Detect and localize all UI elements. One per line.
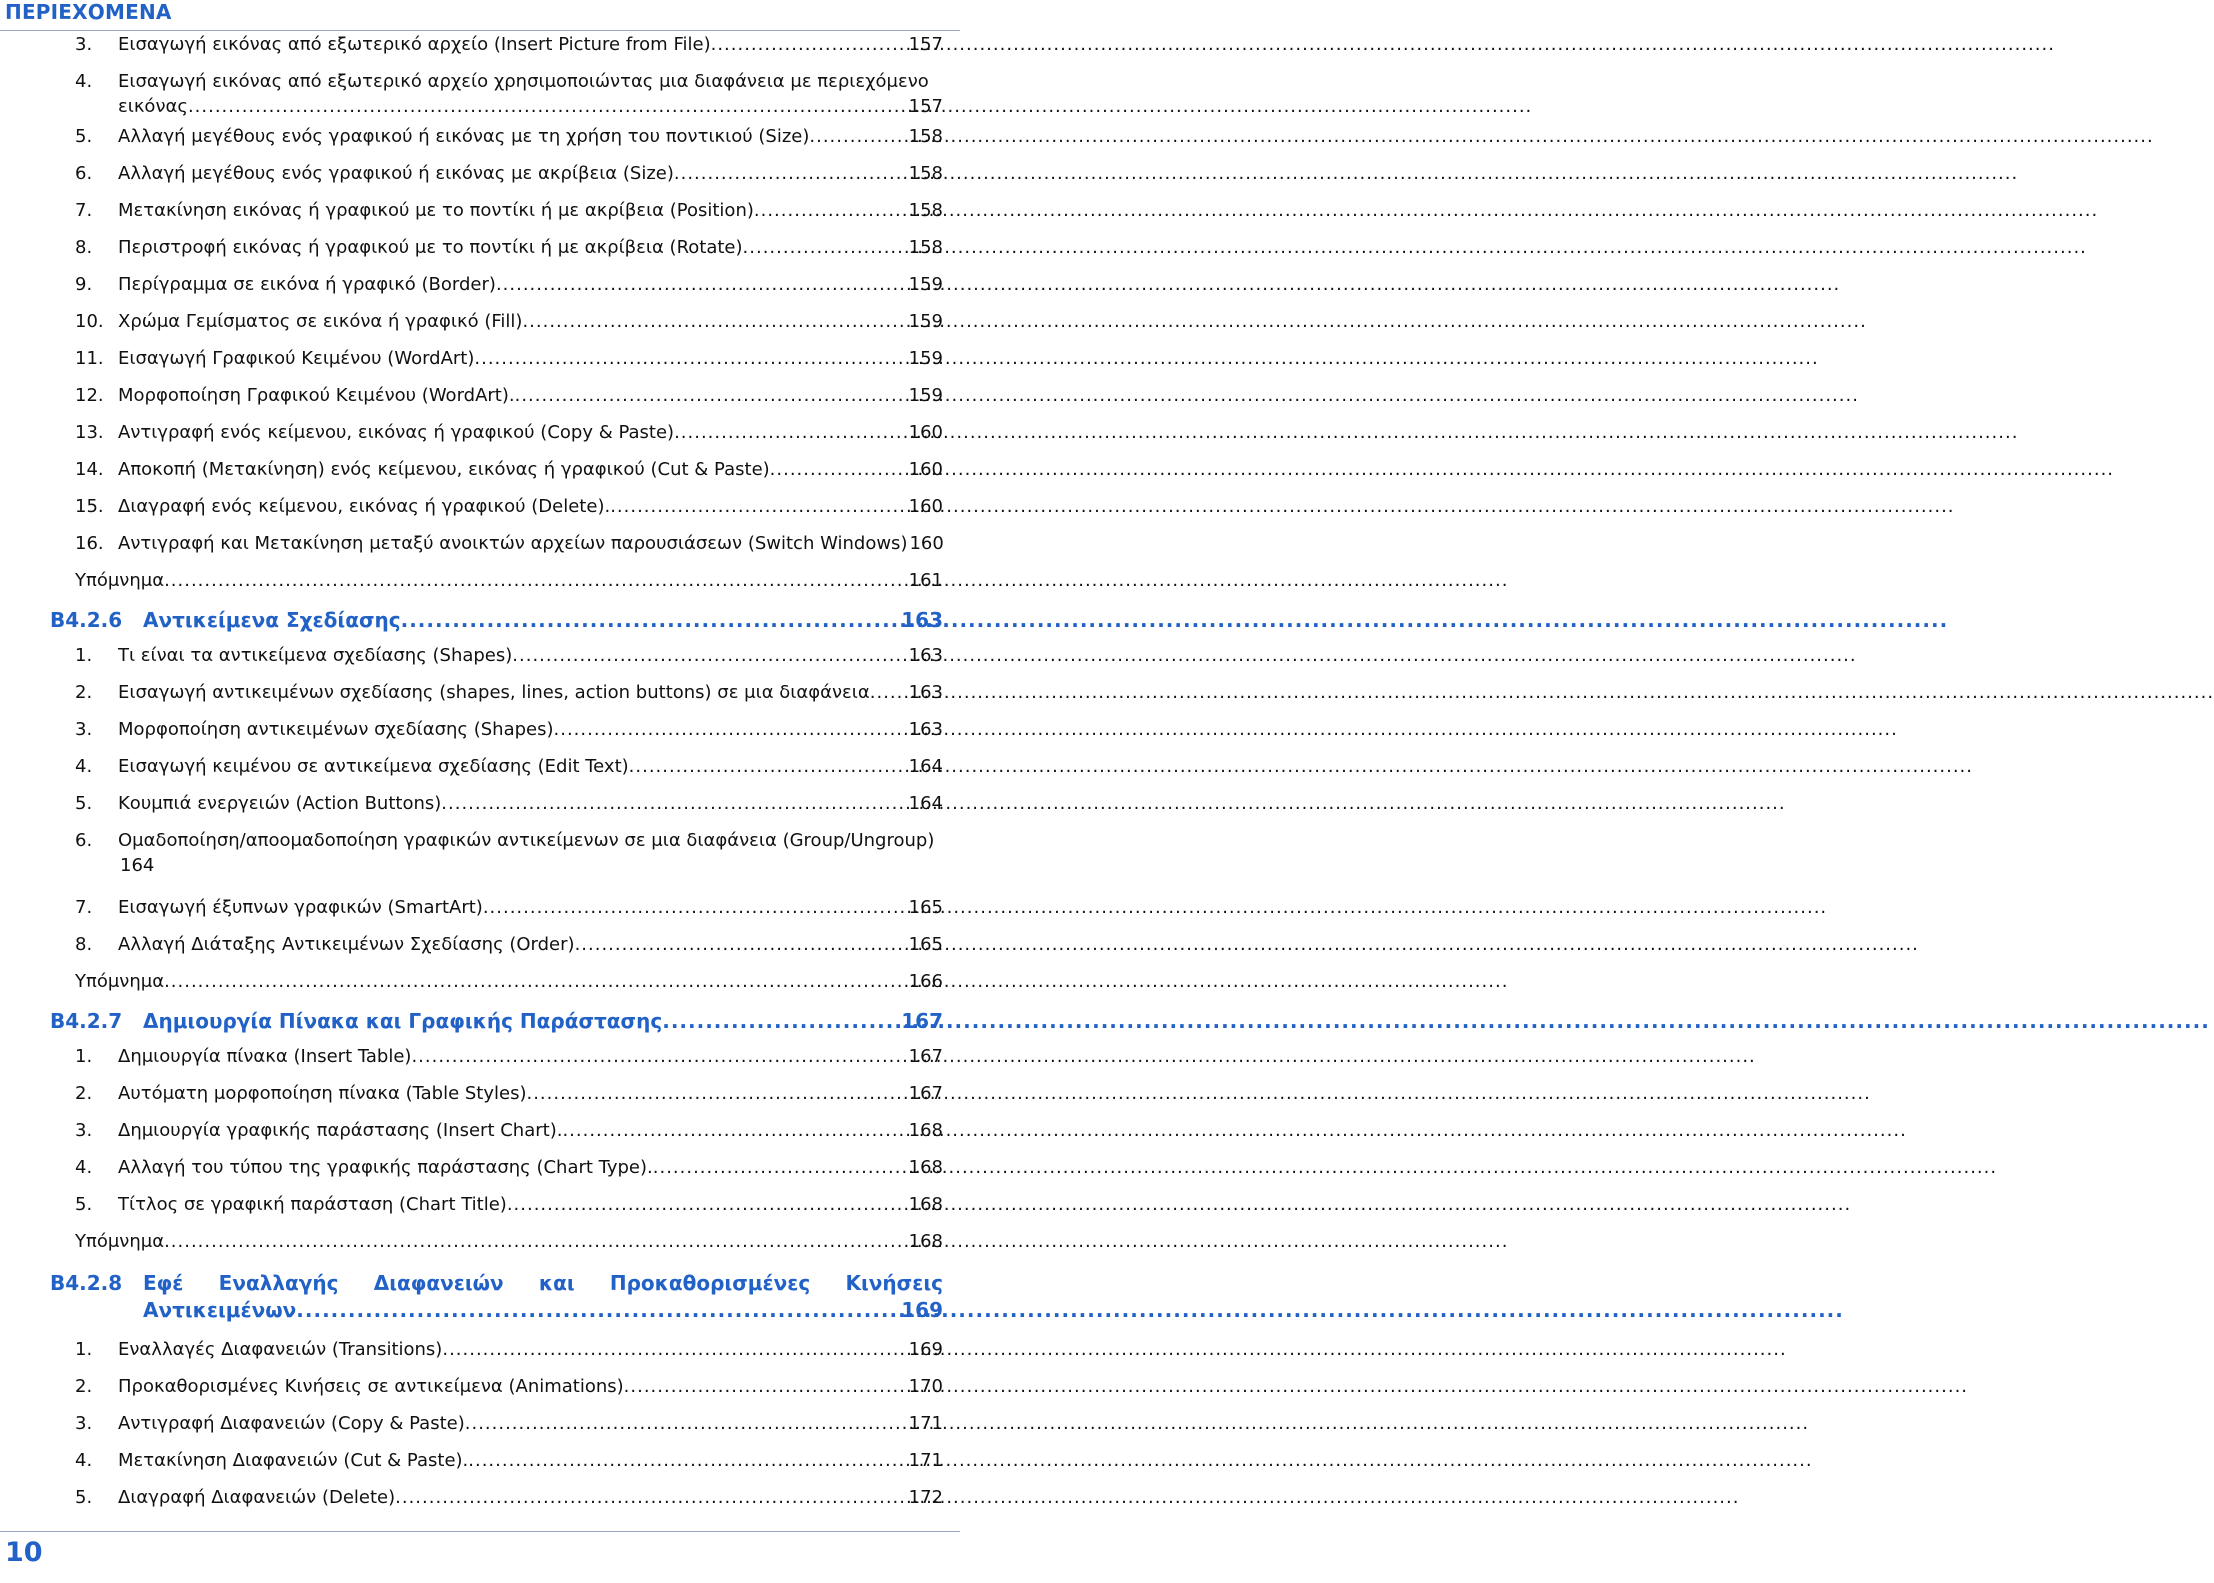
leader-dots xyxy=(474,348,906,370)
entry-page: 161 xyxy=(908,570,943,591)
entry-number: 2. xyxy=(75,682,93,703)
entry-number: 13. xyxy=(75,422,104,443)
toc-section-heading[interactable] xyxy=(50,1270,943,1326)
entry-page: 158 xyxy=(908,237,943,258)
toc-entry[interactable] xyxy=(75,34,943,56)
toc-entry[interactable] xyxy=(75,71,943,119)
entry-title: Τίτλος σε γραφική παράσταση (Chart Title) xyxy=(118,1194,507,1215)
entry-title: Αλλαγή μεγέθους ενός γραφικού ή εικόνας με τη χρήση του ποντικιού (Size) xyxy=(118,126,810,147)
entry-title: Εισαγωγή εικόνας από εξωτερικό αρχείο χρησιμοποιώντας μια διαφάνεια με περιεχόμενο xyxy=(118,71,929,92)
toc-entry[interactable] xyxy=(75,311,943,333)
entry-number: 11. xyxy=(75,348,104,369)
entry-title: Αντιγραφή και Μετακίνηση μεταξύ ανοικτών αρχείων παρουσιάσεων (Switch Windows) xyxy=(118,533,908,554)
entry-number: 3. xyxy=(75,34,93,55)
leader-dots xyxy=(653,1157,907,1179)
toc-entry[interactable] xyxy=(75,496,943,518)
entry-title: Εισαγωγή αντικειμένων σχεδίασης (shapes, lines, action buttons) σε μια διαφάνεια xyxy=(118,682,870,703)
entry-title: Αυτόματη μορφοποίηση πίνακα (Table Styles) xyxy=(118,1083,527,1104)
entry-page: 166 xyxy=(908,971,943,992)
entry-page: 171 xyxy=(908,1413,943,1434)
leader-dots xyxy=(770,459,907,481)
entry-page: 168 xyxy=(908,1120,943,1141)
entry-title: Μορφοποίηση αντικειμένων σχεδίασης (Shapes) xyxy=(118,719,554,740)
entry-number: 8. xyxy=(75,237,93,258)
entry-page: 159 xyxy=(908,311,943,332)
section-title-continued: Αντικειμένων xyxy=(143,1298,297,1322)
entry-page: 165 xyxy=(908,934,943,955)
entry-number: 4. xyxy=(75,1157,93,1178)
leader-dots xyxy=(562,1120,906,1142)
entry-page: 163 xyxy=(908,682,943,703)
toc-entry[interactable] xyxy=(75,126,943,148)
entry-title: Δημιουργία γραφικής παράστασης (Insert Chart). xyxy=(118,1120,563,1141)
entry-page: 165 xyxy=(908,897,943,918)
page-title: ΠΕΡΙΕΧΟΜΕΝΑ xyxy=(5,0,172,24)
entry-title: Διαγραφή Διαφανειών (Delete) xyxy=(118,1487,396,1508)
entry-number: 15. xyxy=(75,496,104,517)
toc-entry[interactable] xyxy=(75,793,943,815)
entry-title: Εισαγωγή έξυπνων γραφικών (SmartArt) xyxy=(118,897,483,918)
entry-page: 160 xyxy=(909,533,944,554)
entry-number: 2. xyxy=(75,1376,93,1397)
entry-number: 4. xyxy=(75,71,93,92)
leader-dots xyxy=(674,422,907,444)
leader-dots xyxy=(512,645,906,667)
leader-dots xyxy=(526,1083,906,1105)
leader-dots xyxy=(465,1413,907,1435)
section-code: B4.2.8 xyxy=(50,1271,123,1295)
section-page: 169 xyxy=(901,1298,943,1322)
entry-title: Διαγραφή ενός κείμενου, εικόνας ή γραφικού (Delete). xyxy=(118,496,611,517)
toc-entry[interactable] xyxy=(75,274,943,296)
entry-page: 157 xyxy=(908,34,943,55)
entry-title: Μετακίνηση Διαφανειών (Cut & Paste). xyxy=(118,1450,469,1471)
leader-dots xyxy=(507,1194,907,1216)
leader-dots xyxy=(442,1339,906,1361)
entry-number: 1. xyxy=(75,645,93,666)
toc-entry[interactable] xyxy=(75,1450,943,1472)
toc-entry[interactable] xyxy=(75,1083,943,1105)
page-header xyxy=(0,0,960,31)
toc-legend-entry[interactable] xyxy=(75,570,943,592)
leader-dots xyxy=(164,971,907,993)
entry-number: 12. xyxy=(75,385,104,406)
leader-dots xyxy=(296,1297,899,1323)
entry-number: 7. xyxy=(75,200,93,221)
entry-title: Αντιγραφή Διαφανειών (Copy & Paste) xyxy=(118,1413,465,1434)
leader-dots xyxy=(711,34,907,56)
section-page: 167 xyxy=(901,1009,943,1033)
toc-entry[interactable] xyxy=(75,756,943,778)
toc-entry[interactable] xyxy=(75,1157,943,1179)
entry-title: Αντιγραφή ενός κείμενου, εικόνας ή γραφικού (Copy & Paste) xyxy=(118,422,675,443)
leader-dots xyxy=(395,1487,907,1509)
leader-dots xyxy=(515,385,907,407)
toc-entry[interactable] xyxy=(75,459,943,481)
toc-entry[interactable] xyxy=(75,934,943,956)
entry-number: 16. xyxy=(75,533,104,554)
entry-title: Κουμπιά ενεργειών (Action Buttons) xyxy=(118,793,442,814)
toc-entry[interactable] xyxy=(75,1120,943,1142)
leader-dots xyxy=(164,1231,907,1253)
entry-title: Εναλλαγές Διαφανειών (Transitions) xyxy=(118,1339,443,1360)
section-code: B4.2.6 xyxy=(50,608,123,632)
toc-entry[interactable] xyxy=(75,533,943,555)
entry-page: 172 xyxy=(908,1487,943,1508)
toc-section-heading[interactable] xyxy=(50,607,943,633)
entry-number: 10. xyxy=(75,311,104,332)
toc-entry[interactable] xyxy=(75,1376,943,1398)
leader-dots xyxy=(522,311,906,333)
entry-page: 168 xyxy=(908,1194,943,1215)
entry-number: 4. xyxy=(75,1450,93,1471)
section-code: B4.2.7 xyxy=(50,1009,123,1033)
entry-title: Εισαγωγή κειμένου σε αντικείμενα σχεδίασης (Edit Text) xyxy=(118,756,629,777)
entry-title: Μορφοποίηση Γραφικού Κειμένου (WordArt). xyxy=(118,385,515,406)
toc-entry[interactable] xyxy=(75,1046,943,1068)
leader-dots xyxy=(870,682,907,704)
section-title: Εφέ Εναλλαγής Διαφανειών και Προκαθορισμένες Κινήσεις xyxy=(143,1271,943,1295)
toc-entry[interactable] xyxy=(75,200,943,222)
section-title: Δημιουργία Πίνακα και Γραφικής Παράστασης xyxy=(143,1009,663,1033)
section-page: 163 xyxy=(901,608,943,632)
entry-title: Προκαθορισμένες Κινήσεις σε αντικείμενα (Animations) xyxy=(118,1376,624,1397)
entry-title: Περίγραμμα σε εικόνα ή γραφικό (Border) xyxy=(118,274,496,295)
leader-dots xyxy=(188,96,907,118)
leader-dots xyxy=(468,1450,906,1472)
entry-number: 1. xyxy=(75,1339,93,1360)
leader-dots xyxy=(809,126,906,148)
entry-page: 160 xyxy=(908,496,943,517)
entry-page: 167 xyxy=(908,1083,943,1104)
entry-page: 164 xyxy=(908,756,943,777)
entry-title: Μετακίνηση εικόνας ή γραφικού με το ποντίκι ή με ακρίβεια (Position) xyxy=(118,200,754,221)
entry-page: 160 xyxy=(908,422,943,443)
entry-page: 157 xyxy=(908,96,943,117)
entry-title: Περιστροφή εικόνας ή γραφικού με το ποντίκι ή με ακρίβεια (Rotate) xyxy=(118,237,743,258)
entry-number: 5. xyxy=(75,1194,93,1215)
entry-page: 168 xyxy=(908,1231,943,1252)
entry-number: 3. xyxy=(75,1120,93,1141)
entry-title: Εισαγωγή Γραφικού Κειμένου (WordArt) xyxy=(118,348,475,369)
entry-title: Ομαδοποίηση/αποομαδοποίηση γραφικών αντικείμενων σε μια διαφάνεια (Group/Ungroup) xyxy=(118,830,935,851)
entry-number: 5. xyxy=(75,1487,93,1508)
entry-title: Χρώμα Γεμίσματος σε εικόνα ή γραφικό (Fill) xyxy=(118,311,523,332)
entry-page: 158 xyxy=(908,200,943,221)
entry-page: 158 xyxy=(908,126,943,147)
toc-entry[interactable] xyxy=(75,830,943,878)
toc-entry[interactable] xyxy=(75,645,943,667)
leader-dots xyxy=(575,934,907,956)
entry-title: Αποκοπή (Μετακίνηση) ενός κείμενου, εικόνας ή γραφικού (Cut & Paste) xyxy=(118,459,770,480)
entry-number: 5. xyxy=(75,126,93,147)
leader-dots xyxy=(610,496,906,518)
leader-dots xyxy=(496,274,907,296)
entry-number: 2. xyxy=(75,1083,93,1104)
leader-dots xyxy=(624,1376,907,1398)
toc-entry[interactable] xyxy=(75,237,943,259)
entry-page: 167 xyxy=(908,1046,943,1067)
entry-number: 3. xyxy=(75,719,93,740)
entry-title: Αλλαγή μεγέθους ενός γραφικού ή εικόνας με ακρίβεια (Size) xyxy=(118,163,674,184)
entry-page: 168 xyxy=(908,1157,943,1178)
entry-number: 8. xyxy=(75,934,93,955)
toc-entry[interactable] xyxy=(75,897,943,919)
toc-entry[interactable] xyxy=(75,1487,943,1509)
toc-entry[interactable] xyxy=(75,385,943,407)
entry-page: 170 xyxy=(908,1376,943,1397)
entry-page: 163 xyxy=(908,645,943,666)
toc-entry[interactable] xyxy=(75,163,943,185)
toc-legend-entry[interactable] xyxy=(75,1231,943,1253)
leader-dots xyxy=(754,200,907,222)
toc-entry[interactable] xyxy=(75,422,943,444)
entry-page: 164 xyxy=(908,793,943,814)
toc-entry[interactable] xyxy=(75,348,943,370)
entry-page: 163 xyxy=(908,719,943,740)
entry-title: Αλλαγή του τύπου της γραφικής παράστασης (Chart Type). xyxy=(118,1157,653,1178)
entry-title: Υπόμνημα xyxy=(75,1231,165,1252)
entry-title: Υπόμνημα xyxy=(75,570,165,591)
entry-number: 5. xyxy=(75,793,93,814)
entry-number: 9. xyxy=(75,274,93,295)
toc-entry[interactable] xyxy=(75,682,943,704)
entry-number: 4. xyxy=(75,756,93,777)
toc-entry[interactable] xyxy=(75,1413,943,1435)
toc-legend-entry[interactable] xyxy=(75,971,943,993)
entry-title-continued: εικόνας xyxy=(118,96,188,117)
toc-entry[interactable] xyxy=(75,719,943,741)
leader-dots xyxy=(629,756,907,778)
toc-section-heading[interactable] xyxy=(50,1008,943,1034)
leader-dots xyxy=(554,719,907,741)
leader-dots xyxy=(411,1046,906,1068)
leader-dots xyxy=(441,793,906,815)
entry-page: 159 xyxy=(908,385,943,406)
entry-page: 171 xyxy=(908,1450,943,1471)
entry-number: 7. xyxy=(75,897,93,918)
entry-number: 1. xyxy=(75,1046,93,1067)
entry-page: 169 xyxy=(908,1339,943,1360)
entry-page: 159 xyxy=(908,274,943,295)
toc-entry[interactable] xyxy=(75,1339,943,1361)
entry-number: 6. xyxy=(75,163,93,184)
entry-title: Υπόμνημα xyxy=(75,971,165,992)
entry-number: 6. xyxy=(75,830,93,851)
section-title: Αντικείμενα Σχεδίασης xyxy=(143,608,401,632)
leader-dots xyxy=(743,237,907,259)
entry-title: Αλλαγή Διάταξης Αντικειμένων Σχεδίασης (Order) xyxy=(118,934,575,955)
leader-dots xyxy=(483,897,907,919)
entry-page: 164 xyxy=(120,855,155,876)
leader-dots xyxy=(401,607,900,633)
entry-title: Εισαγωγή εικόνας από εξωτερικό αρχείο (Insert Picture from File) xyxy=(118,34,711,55)
entry-title: Τι είναι τα αντικείμενα σχεδίασης (Shapes) xyxy=(118,645,513,666)
entry-number: 3. xyxy=(75,1413,93,1434)
leader-dots xyxy=(164,570,907,592)
entry-page: 160 xyxy=(908,459,943,480)
entry-title: Δημιουργία πίνακα (Insert Table) xyxy=(118,1046,412,1067)
entry-number: 14. xyxy=(75,459,104,480)
page-number: 10 xyxy=(5,1537,43,1568)
leader-dots xyxy=(674,163,907,185)
footer-divider xyxy=(0,1531,960,1532)
entry-page: 159 xyxy=(908,348,943,369)
leader-dots xyxy=(662,1008,899,1034)
toc-entry[interactable] xyxy=(75,1194,943,1216)
entry-page: 158 xyxy=(908,163,943,184)
